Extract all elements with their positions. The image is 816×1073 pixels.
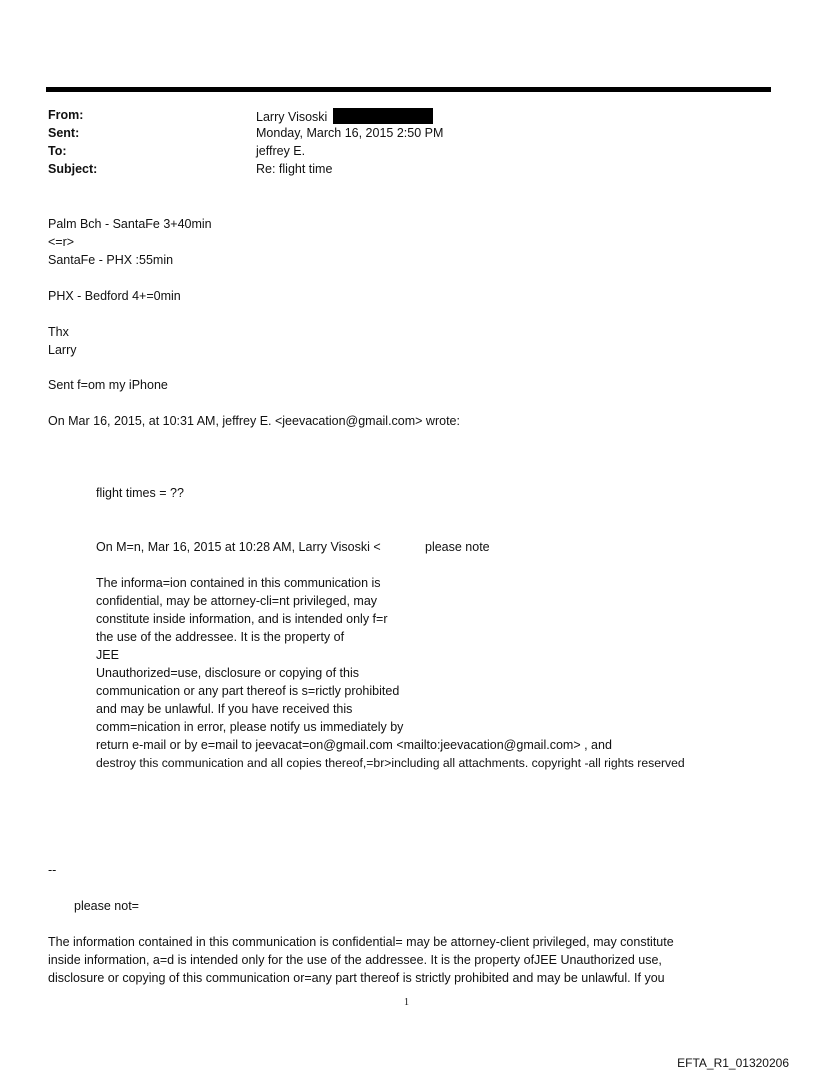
please-not: please not= [74, 899, 139, 913]
disclaimer-line: constitute inside information, and is intended only f=r [96, 612, 388, 626]
disclaimer-line: confidential, may be attorney-cli=nt privileged, may [96, 594, 378, 608]
to-value: jeffrey E. [256, 144, 306, 158]
please-note: please note [425, 540, 490, 554]
sent-from: Sent f=om my iPhone [48, 378, 168, 392]
document-id: EFTA_R1_01320206 [677, 1056, 789, 1070]
top-rule [46, 87, 771, 92]
subject-label: Subject: [48, 162, 98, 176]
subject-value: Re: flight time [256, 162, 333, 176]
redaction-box [333, 108, 433, 124]
disclaimer-line: JEE [96, 648, 119, 662]
disclaimer-line: the use of the addressee. It is the property of [96, 630, 345, 644]
sent-value: Monday, March 16, 2015 2:50 PM [256, 126, 444, 140]
signature-separator: -- [48, 863, 57, 877]
disclaimer-line: communication or any part thereof is s=rictly prohibited [96, 684, 400, 698]
disclaimer-line: and may be unlawful. If you have received this [96, 702, 353, 716]
disclaimer-line: comm=nication in error, please notify us immediately by [96, 720, 404, 734]
signature: Larry [48, 343, 77, 357]
disclaimer-line: destroy this communication and all copies thereof,=br>including all attachments. copyright -all rights reserved [96, 756, 685, 770]
footer-disclaimer-line: inside information, a=d is intended only for the use of the addressee. It is the property ofJEE Unauthorized use, [48, 953, 662, 967]
sent-label: Sent: [48, 126, 80, 140]
body-line: Palm Bch - SantaFe 3+40min [48, 217, 212, 231]
quoted-line: flight times = ?? [96, 486, 184, 500]
quoted-on-line: On M=n, Mar 16, 2015 at 10:28 AM, Larry Visoski < [96, 540, 381, 554]
page-number: 1 [404, 997, 409, 1008]
from-name: Larry Visoski [256, 110, 328, 124]
from-label: From: [48, 108, 84, 122]
quote-intro: On Mar 16, 2015, at 10:31 AM, jeffrey E. <jeevacation@gmail.com> wrote: [48, 414, 460, 428]
body-line: PHX - Bedford 4+=0min [48, 289, 181, 303]
to-label: To: [48, 144, 67, 158]
disclaimer-line: The informa=ion contained in this communication is [96, 576, 381, 590]
disclaimer-line: return e-mail or by e=mail to jeevacat=on@gmail.com <mailto:jeevacation@gmail.com> , and [96, 738, 612, 752]
footer-disclaimer-line: disclosure or copying of this communication or=any part thereof is strictly prohibited and may be unlawful. If you [48, 971, 665, 985]
body-line: <=r> [48, 235, 75, 249]
footer-disclaimer-line: The information contained in this communication is confidential= may be attorney-client privileged, may constitute [48, 935, 674, 949]
from-value [256, 108, 433, 124]
body-line: Thx [48, 325, 69, 339]
disclaimer-line: Unauthorized=use, disclosure or copying of this [96, 666, 359, 680]
body-line: SantaFe - PHX :55min [48, 253, 174, 267]
